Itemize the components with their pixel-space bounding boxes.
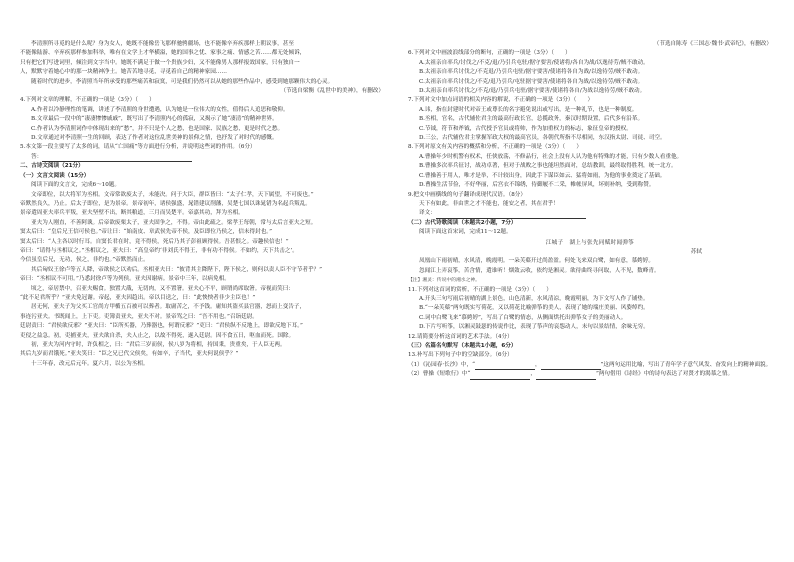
passage-line: 廷尉责曰：“君侯欲反邪？”亚夫曰：“臣所买器，乃葬器也，何谓反邪？”吏曰：“君侯纵不反地上，即欲反地下耳。” (20, 323, 303, 330)
translate-line[interactable] (408, 209, 772, 218)
passage-line: “此不足君所乎？”亚夫免冠谢。帝起，亚夫因趋出。帝以目送之，曰：“此怏怏者非少主臣也！” (20, 294, 256, 301)
q13-blank-2[interactable] (541, 363, 601, 370)
passage-line: 帝曰：“请得与丞相议之。”丞相议之，亚夫曰：“高皇帝约‘非刘氏不得王，非有功不得侯。不如约，天下共击之’。 (20, 247, 298, 254)
passage-line: 亚夫为人刚直，不善阿谀。后帝欲废栗太子，亚夫固争之，不得。帝由此疏之。梁孝王每朝，常与太后言亚夫之短。 (31, 219, 317, 226)
q11-option-a[interactable]: A.开头三句写雨后初晴的湖上景色，山色清新，水风清凉，晚霞明丽，为下文写人作了铺垫。 (419, 295, 649, 302)
poem-note: 【注】湘灵：传说中的湘水之神。 (408, 278, 480, 284)
q7-option-c[interactable]: C.节钺，符节和斧钺，古代授予官员或将帅，作为加重权力的标志，象征皇帝的授权。 (419, 125, 632, 132)
question-7: 7.下列对文中加点词语的相关内容的解说，不正确的一项是（3分）（ ） (408, 97, 594, 104)
passage-line: 其后匈奴王徐卢等五人降，帝欲侯之以劝后。丞相亚夫曰：“彼背其主降陛下，陛下侯之，则何以责人臣不守节者乎？” (31, 266, 323, 273)
poem-line: 忽闻江上弄哀筝，苦含情，遣谁听！烟敛云收，依约是湘灵。欲待曲终寻问取，人不见，数峰青。 (419, 267, 660, 274)
q13-blank-4[interactable] (536, 373, 596, 380)
left-column (20, 40, 384, 555)
question-13: 13.补写出下列句子中的空缺部分。（6分） (408, 352, 513, 359)
passage-line: 其后九岁而君饿死。”亚夫笑曰：“臣之兄已代父侯矣，有如卒，子当代，亚夫何说侯乎？” (20, 351, 239, 358)
q7-option-b[interactable]: B.丞相，官名，古代辅佐君主的最高行政长官，总揽政务，秦汉时期设置，后代多有沿革。 (419, 116, 644, 123)
poem-intro: 阅读下面这首宋词，完成11～12题。 (419, 229, 512, 236)
para2: 随着时代的进步，李清照当年所承受的那些痛苦和寂寞，可是我们仍然可以从她的那些作品中，感受到她那颗伟大的心灵。 (31, 78, 334, 85)
q7-option-a[interactable]: A.讳，指在封建时代对帝王或尊长的名字避免说出或写出，是一种礼节，也是一种制度。 (419, 106, 638, 113)
passage-source-top: （节选自陈寿《三国志·魏书·武帝纪》，有删改） (653, 41, 772, 47)
translate-blank[interactable] (436, 212, 586, 219)
answer-line[interactable] (20, 153, 384, 162)
question-8: 8.下列对原文有关内容的概括和分析，不正确的一项是（3分）（ ） (408, 144, 582, 151)
q11-option-d[interactable]: D.下片写听筝，以湘灵鼓瑟的传说作比，表现了筝声的哀怨动人，末句以景结情，余味无穷。 (419, 324, 649, 331)
intro-line: 人，默默守着她心中的那一块精神净土。她苦苦地寻觅，寻觅着自己的精神家园…… (20, 69, 227, 76)
section-fill-heading: （三）名篇名句默写（本题共1小题，6分） (408, 343, 517, 349)
question-5: 5.本文第一段主要写了太多的词，请从“亡国痛”等方面进行分析，并说明这些词的作用。（6分） (20, 144, 256, 151)
q4-option-c[interactable]: C.作者认为李清照词作中体现出来的“愁”，并不只是个人之愁，也是国家、民族之愁，更是时代之愁。 (31, 125, 284, 132)
passage-line: 初，亚夫为河内守时，许负相之，曰：“君后三岁而侯，侯八岁为将相，持国秉，贵重矣，于人臣无两。 (31, 342, 286, 348)
q9-sentence: 天下有如此，非由世之才不能也，能安之者，其在君乎！ (419, 200, 559, 207)
q13-item-1-text: （1）《沁园春·长沙》中，“ (408, 361, 475, 368)
q13-blank-3[interactable] (470, 373, 530, 380)
q13-item-2-tail: ”两句借用《诗经》中的诗句表达了对贤才的渴慕之情。 (595, 371, 734, 378)
q11-option-c[interactable]: C.词中白鹭飞来“慕娉婷”，写出了白鹭的情态，从侧面烘托出弹筝女子的美丽动人。 (419, 314, 627, 321)
q4-option-d[interactable]: D.文章通过对李清照一生的回顾，表达了作者对这位乱世美神的景仰之情，也抒发了对时代的感慨。 (31, 135, 278, 142)
translate-label: 译文： (419, 210, 436, 217)
passage-line: 景帝遣周亚夫率兵平叛，亚夫坚壁不出，断其粮道，三月而吴楚平。帝嘉其功，拜为丞相。 (20, 210, 244, 217)
q6-option-c[interactable]: C.太祖亲自率兵讨伐之/不克/退乃引兵/屯驻据守要害/使诸将各自为战/以逸待劳/贼不敢动。 (419, 78, 644, 85)
answer-blank[interactable] (42, 155, 192, 162)
passage-intro: 阅读下面的文言文，完成6～10题。 (31, 182, 120, 189)
section-2-heading: 二、古诗文阅读（21分） (20, 163, 84, 170)
passage-line: 文帝即位，以大将军为丞相。文帝常欲废太子，未能决。问于大臣，群臣皆曰：“太子仁孝，天下属望，不可废也。” (31, 191, 314, 198)
section-2-subheading: （一）文言文阅读（15分） (20, 172, 90, 179)
passage-line: 吏侵之益急。初，吏捕亚夫，亚夫欲自杀，夫人止之，以故不得死，遂入廷尉。因不食五日，呕血而死。国除。 (20, 332, 295, 339)
q4-option-a[interactable]: A.作者以冷静理性的笔调，讲述了李清照的身世遭遇，认为她是一位伟大的女性，值得后人追思和敬仰。 (31, 106, 289, 113)
question-12: 12.请简要分析这首词的艺术手法。（4分） (408, 333, 513, 340)
passage-line: 事连污亚夫。书既闻上，上下吏。吏簿责亚夫，亚夫不对。景帝骂之曰：“吾不用也。”召诣廷尉。 (20, 313, 258, 320)
q11-option-b[interactable]: B.“一朵芙蕖”两句既实写荷花，又以荷花比喻弹筝的美人，表现了她的端庄美丽、风姿绰约。 (419, 305, 649, 312)
passage-line: 今信虽皇后兄，无功，侯之，非约也。”帝默然而止。 (20, 257, 149, 264)
q6-option-d[interactable]: D.太祖亲自率兵讨伐之/不克/退/乃引兵屯驻/据守要害/使诸将各自/为战以逸待劳/贼不敢动。 (419, 88, 646, 95)
q13-item-2-text: （2）曹操《短歌行》中“ (408, 371, 471, 378)
poem-title: 江城子 湖上与张先同赋时闻弹筝 (545, 239, 635, 246)
passage-line: 十三年春，改元后元年。夏六月，以公为丞相。 (31, 360, 149, 367)
q13-blank-1[interactable] (475, 363, 535, 370)
q4-option-b[interactable]: B.文章最后一段中的“凄凄惨惨戚戚”，既写出了李清照内心的孤寂，又揭示了她“凄清”的精神世界。 (31, 116, 278, 123)
right-column (408, 40, 772, 555)
question-4: 4.下列对文章的理解，不正确的一项是（3分）（ ） (20, 97, 155, 104)
q7-option-d[interactable]: D.三公，古代辅佐君主掌握军政大权的最高官员，各朝代所指不尽相同，东汉指太尉、司徒、司空。 (419, 135, 666, 142)
q13-item-1-tail: ”这两句运用比喻，写出了青年学子意气风发、奋发向上的精神面貌。 (600, 361, 772, 368)
passage-line: 窦太后曰：“人主各以时行耳。自窦长君在时，竟不得侯，死后乃其子彭祖顾得侯。吾甚恨之。帝趣侯信也！” (20, 238, 289, 245)
poem-author: 苏轼 (690, 248, 702, 255)
q13-item-1: （1）《沁园春·长沙》中，“ ， ”这两句运用比喻，写出了青年学子意气风发、奋发向上的精神面貌。 (408, 361, 772, 370)
intro-line: 不能像陆游、辛弃疾那样参加科举，唯有在文学上才华横溢，她的国事之忧、家事之痛、情感之苦……都无处倾诉， (20, 50, 306, 57)
q6-option-a[interactable]: A.太祖亲自率兵/讨伐之/不克/退/乃引兵屯驻/据守要害/使诸将/各自为战/以逸待劳/贼不敢动。 (419, 59, 649, 66)
passage-line: 顷之，帝居禁中，召亚夫赐食。独置大胾，无切肉，又不置箸。亚夫心不平，顾谓尚席取箸。帝视而笑曰： (31, 285, 294, 292)
passage-line: 窦太后曰：“皇后兄王信可侯也。”帝让曰：“始南皮、章武侯先帝不侯，及臣即位乃侯之，信未得封也。” (20, 229, 272, 236)
intro-line: 李清照所寻觅的是什么呢？身为女人，她既不能像岳飞那样驰骋疆场，也不能像辛弃疾那样上朝议事，甚至 (31, 41, 294, 47)
passage-line: 帝默然良久，乃止。后太子即位，是为景帝。景帝初年，诸侯强盛，晁错建议削藩，吴楚七国以诛晁错为名起兵叛乱。 (20, 200, 311, 207)
poem-line: 凤凰山下雨初晴，水风清，晚霞明。一朵芙蕖开过尚盈盈。何处飞来双白鹭，如有意，慕娉婷。 (419, 258, 654, 265)
section-poem-heading: （二）古代诗歌阅读（本题共2小题，7分） (408, 219, 517, 226)
question-6: 6.下列对文中画波浪线部分的断句，正确的一项是（3分）（ ） (408, 50, 571, 57)
intro-line: 只有把它们写进词里，倾注到文字当中。她既不满足于做一个贵族少妇，又不能像男人那样报效国家，只有独自一 (20, 59, 300, 66)
q8-option-c[interactable]: C.曹操善于用人，唯才是举，不计较出身，因此手下谋臣如云、猛将如雨，为他的事业奠定了基础。 (419, 172, 666, 179)
q13-item-2: （2）曹操《短歌行》中“ ， ”两句借用《诗经》中的诗句表达了对贤才的渴慕之情。 (408, 370, 772, 379)
question-9: 9.把文中画横线的句子翻译成现代汉语。（8分） (408, 191, 526, 198)
question-11: 11.下列对这首词的赏析，不正确的一项是（3分）（ ） (408, 286, 552, 293)
q8-option-d[interactable]: D.曹操生活节俭，不好华丽，后宫衣不锦绣，侍御履不二采，帷帐屏风，坏则补纳，受到称赞。 (419, 182, 655, 189)
q6-option-b[interactable]: B.太祖亲自率兵讨伐之/不克退/乃引兵屯驻/据守要害/使诸将各自为战/以逸待劳/贼不敢动。 (419, 69, 644, 76)
answer-label: 答： (31, 153, 43, 160)
passage-source: （节选自梁衡《乱世中的美神》，有删改） (280, 88, 384, 95)
passage-line: 居无何，亚夫子为父买工官尚方甲楯五百被可以葬者。取庸苦之，不予钱。庸知其盗买县官器，怒而上变告子， (31, 304, 306, 311)
q8-option-b[interactable]: B.曹操多次率兵征讨，战功卓著，但对于战败之事也能坦然面对，总结教训，最终取得胜利，统一北方。 (419, 163, 677, 170)
q8-option-a[interactable]: A.曹操年少时机警有权术，任侠放荡，不修品行，社会上没有人认为他有特殊的才能，只有少数人看重他。 (419, 153, 683, 160)
passage-line: 帝曰：“丞相议不可用。”乃悉封徐卢等为列侯。亚夫因谢病。景帝中三年，以病免相。 (20, 276, 230, 283)
